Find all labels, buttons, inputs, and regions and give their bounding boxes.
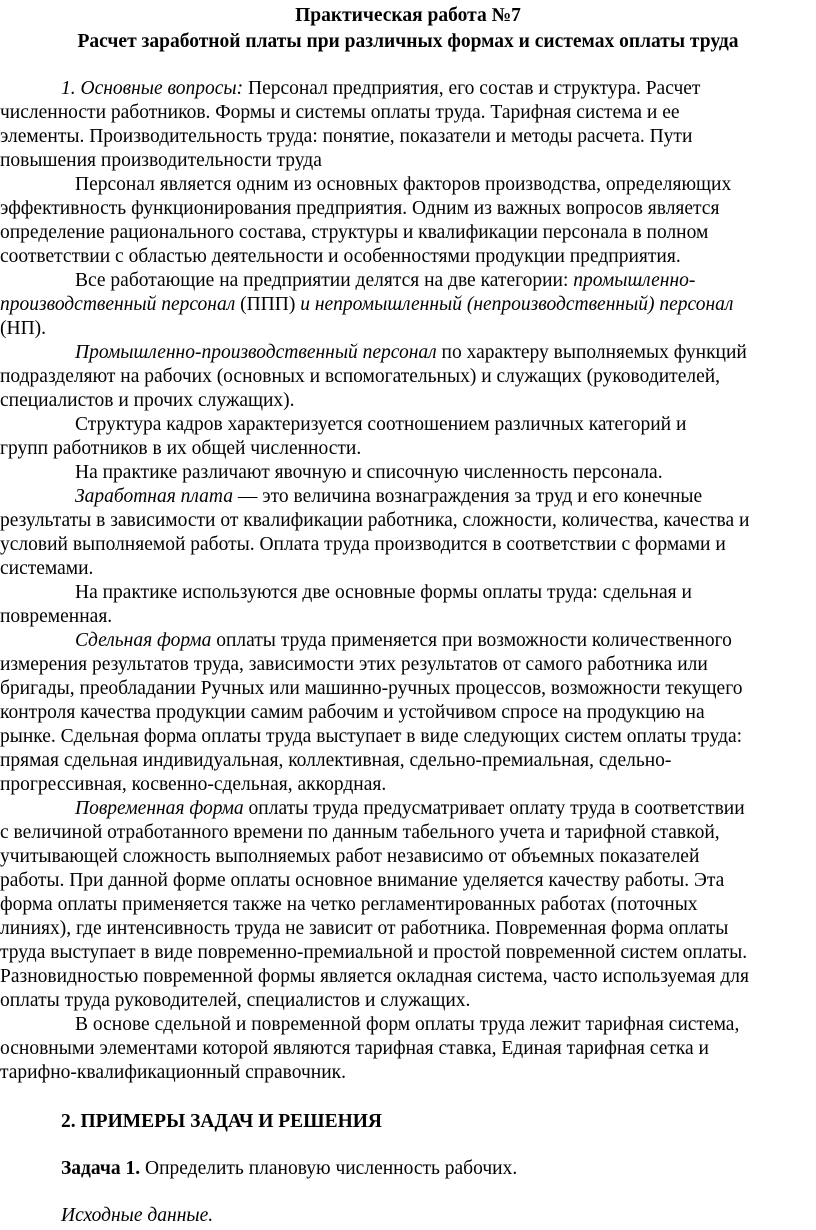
task1 bbox=[61, 1157, 517, 1181]
paragraph-line: форма оплаты применяется также на четко регламентированных работах (поточных bbox=[0, 894, 698, 915]
paragraph-line: прямая сдельная индивидуальная, коллективная, сдельно-премиальная, сдельно- bbox=[0, 750, 672, 771]
paragraph-line: На практике используются две основные формы оплаты труда: сдельная и bbox=[75, 582, 692, 603]
paragraph-line: Разновидностью повременной формы является окладная система, часто используемая для bbox=[0, 966, 749, 987]
paragraph-line: бригады, преобладании Ручных или машинно-ручных процессов, возможности текущего bbox=[0, 678, 743, 699]
paragraph-line: результаты в зависимости от квалификации работника, сложности, количества, качества и bbox=[0, 510, 750, 531]
paragraph-line: Структура кадров характеризуется соотношением различных категорий и bbox=[75, 414, 687, 435]
task1-label: Задача 1. bbox=[61, 1158, 141, 1179]
paragraph-line: работы. При данной форме оплаты основное внимание уделяется качеству работы. Эта bbox=[0, 870, 725, 891]
paragraph-line: Все работающие на предприятии делятся на две категории: промышленно- bbox=[75, 270, 696, 291]
paragraph-line: учитывающей сложность выполняемых работ независимо от объемных показателей bbox=[0, 846, 700, 867]
section1-line-1: 1. Основные вопросы: Персонал предприятия, его состав и структура. Расчет bbox=[61, 78, 701, 99]
paragraph-line: В основе сдельной и повременной форм оплаты труда лежит тарифная система, bbox=[75, 1014, 740, 1035]
section1-line-2: численности работников. Формы и системы оплаты труда. Тарифная система и ее bbox=[0, 102, 680, 123]
paragraph-line: Заработная плата — это величина вознаграждения за труд и его конечные bbox=[75, 486, 703, 507]
paragraph-line: соответствии с областью деятельности и особенностями продукции предприятия. bbox=[0, 246, 681, 267]
paragraph-line: (НП). bbox=[0, 318, 47, 339]
document-subtitle: Расчет заработной платы при различных формах и системах оплаты труда bbox=[77, 31, 739, 52]
paragraph-line: повременная. bbox=[0, 606, 113, 627]
paragraph-line: прогрессивная, косвенно-сдельная, аккордная. bbox=[0, 774, 387, 795]
paragraph-line: измерения результатов труда, зависимости этих результатов от самого работника или bbox=[0, 654, 708, 675]
section2-heading: 2. ПРИМЕРЫ ЗАДАЧ И РЕШЕНИЯ bbox=[61, 1111, 382, 1132]
paragraph-line: Персонал является одним из основных факторов производства, определяющих bbox=[75, 174, 732, 195]
paragraph-line: Промышленно-производственный персонал по характеру выполняемых функций bbox=[75, 342, 747, 363]
paragraph-line: рынке. Сдельная форма оплаты труда выступает в виде следующих систем оплаты труда: bbox=[0, 726, 743, 747]
paragraph-line: Сдельная форма оплаты труда применяется при возможности количественного bbox=[75, 630, 732, 651]
paragraph-line: условий выполняемой работы. Оплата труда производится в соответствии с формами и bbox=[0, 534, 726, 555]
task1-text: Определить плановую численность рабочих. bbox=[140, 1158, 518, 1179]
paragraph-line: оплаты труда руководителей, специалистов и служащих. bbox=[0, 990, 471, 1011]
section1-line-3: элементы. Производительность труда: понятие, показатели и методы расчета. Пути bbox=[0, 126, 693, 147]
paragraph-line: эффективность функционирования предприятия. Одним из важных вопросов является bbox=[0, 198, 720, 219]
paragraph-line: производственный персонал (ППП) и непромышленный (непроизводственный) персонал bbox=[0, 294, 734, 315]
paragraph-line: На практике различают явочную и списочную численность персонала. bbox=[75, 462, 663, 483]
paragraph-line: групп работников в их общей численности. bbox=[0, 438, 362, 459]
paragraph-line: системами. bbox=[0, 558, 94, 579]
paragraph-line: контроля качества продукции самим рабочим и устойчивом спросе на продукцию на bbox=[0, 702, 705, 723]
section1-line-4: повышения производительности труда bbox=[0, 150, 322, 171]
initial-data-label: Исходные данные. bbox=[61, 1205, 214, 1226]
paragraph-line: тарифно-квалификационный справочник. bbox=[0, 1062, 346, 1083]
paragraph-line: специалистов и прочих служащих). bbox=[0, 390, 295, 411]
paragraph-line: определение рационального состава, структуры и квалификации персонала в полном bbox=[0, 222, 709, 243]
document-title: Практическая работа №7 bbox=[295, 5, 521, 26]
paragraph-line: подразделяют на рабочих (основных и вспомогательных) и служащих (руководителей, bbox=[0, 366, 721, 387]
paragraph-line: труда выступает в виде повременно-премиальной и простой повременной систем оплаты. bbox=[0, 942, 748, 963]
section1-heading: 1. Основные вопросы: bbox=[61, 78, 244, 99]
paragraph-line: основными элементами которой являются тарифная ставка, Единая тарифная сетка и bbox=[0, 1038, 709, 1059]
paragraph-line: линиях), где интенсивность труда не зависит от работника. Повременная форма оплаты bbox=[0, 918, 729, 939]
paragraph-line: Повременная форма оплаты труда предусматривает оплату труда в соответствии bbox=[75, 798, 745, 819]
paragraph-line: с величиной отработанного времени по данным табельного учета и тарифной ставкой, bbox=[0, 822, 720, 843]
